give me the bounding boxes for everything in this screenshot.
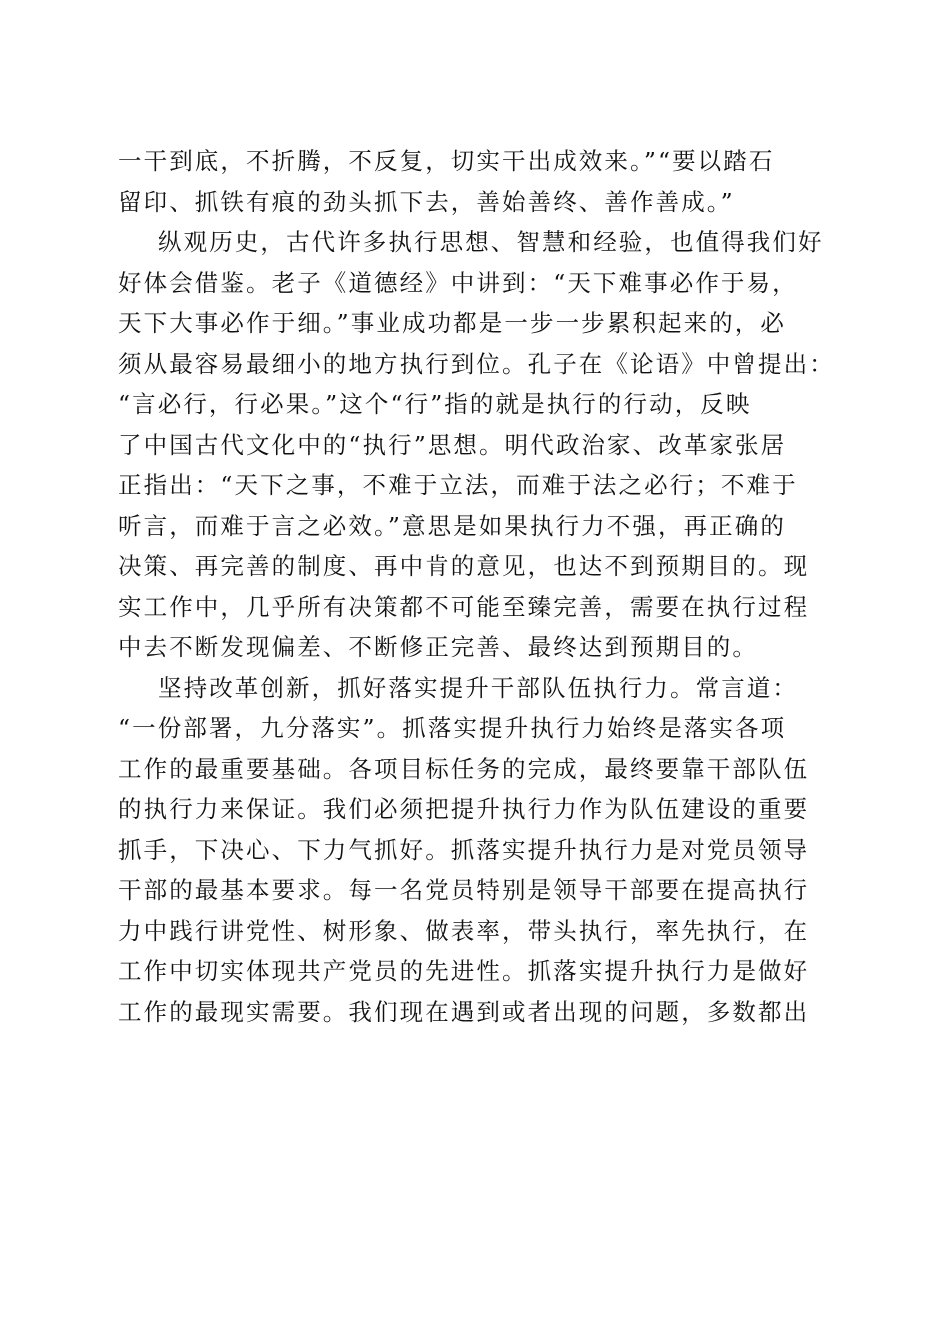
text-line: 决策、再完善的制度、再中肯的意见，也达不到预期目的。现	[118, 552, 810, 580]
body-text	[118, 141, 835, 1032]
text-line: “一份部署，九分落实”。抓落实提升执行力始终是落实各项	[118, 714, 787, 742]
text-line: “言必行，行必果。”这个“行”指的就是执行的行动，反映	[118, 390, 752, 418]
text-line: 力中践行讲党性、树形象、做表率，带头执行，率先执行，在	[118, 916, 810, 945]
text-line: 天下大事必作于细。”事业成功都是一步一步累积起来的，必	[118, 309, 786, 337]
text-line: 实工作中，几乎所有决策都不可能至臻完善，需要在执行过程	[118, 592, 810, 621]
text-line: 干部的最基本要求。每一名党员特别是领导干部要在提高执行	[118, 876, 810, 904]
text-line: 工作中切实体现共产党员的先进性。抓落实提升执行力是做好	[118, 957, 810, 985]
text-line: 听言，而难于言之必效。”意思是如果执行力不强，再正确的	[118, 511, 786, 540]
text-line: 正指出：“天下之事，不难于立法，而难于法之必行；不难于	[118, 471, 798, 499]
text-line: 工作的最现实需要。我们现在遇到或者出现的问题，多数都出	[118, 997, 810, 1026]
paragraph-start-line: 坚持改革创新，抓好落实提升干部队伍执行力。常言道：	[158, 673, 798, 702]
text-line: 留印、抓铁有痕的劲头抓下去，善始善终、善作善成。”	[118, 187, 735, 216]
text-line: 须从最容易最细小的地方执行到位。孔子在《论语》中曾提出：	[118, 349, 835, 378]
text-line: 好体会借鉴。老子《道德经》中讲到：“天下难事必作于易，	[118, 268, 798, 297]
text-line: 一干到底，不折腾，不反复，切实干出成效来。”“要以踏石	[118, 147, 775, 175]
paragraph-start-line: 纵观历史，古代许多执行思想、智慧和经验，也值得我们好	[158, 228, 824, 256]
text-line: 了中国古代文化中的“执行”思想。明代政治家、改革家张居	[118, 430, 787, 459]
text-line: 中去不断发现偏差、不断修正完善、最终达到预期目的。	[118, 633, 758, 661]
text-line: 的执行力来保证。我们必须把提升执行力作为队伍建设的重要	[118, 795, 810, 823]
text-line: 工作的最重要基础。各项目标任务的完成，最终要靠干部队伍	[118, 754, 810, 783]
text-line: 抓手，下决心、下力气抓好。抓落实提升执行力是对党员领导	[118, 835, 810, 864]
